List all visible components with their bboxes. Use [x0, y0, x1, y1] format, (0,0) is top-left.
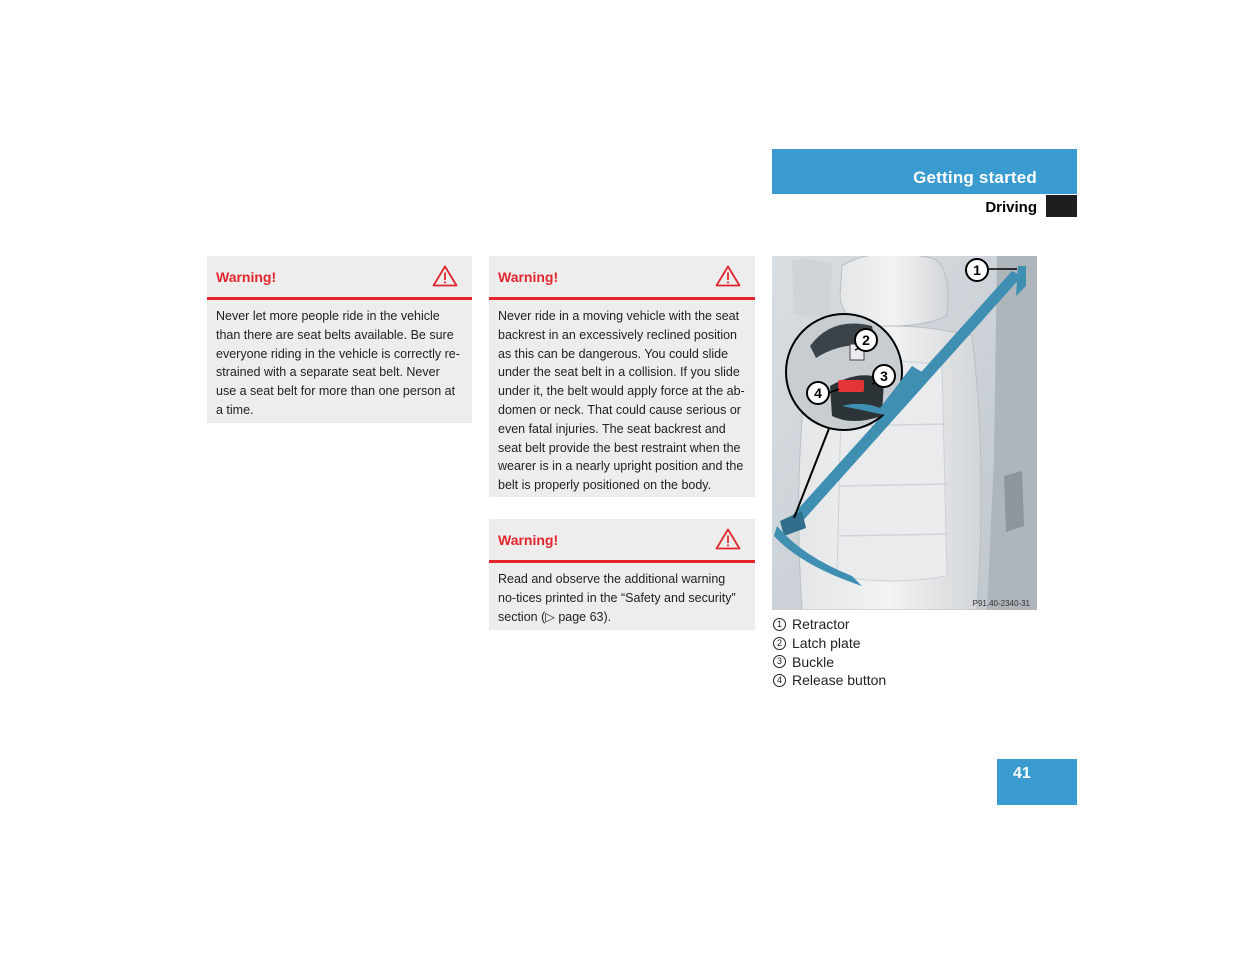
legend-item	[773, 653, 1073, 672]
subsection-marker	[1046, 195, 1077, 217]
callout-label: 4	[814, 385, 822, 401]
warning-text: Read and observe the additional warning no-tices printed in the “Safety and security” section (▷ page 63).	[498, 572, 736, 624]
legend-number: 3	[773, 655, 786, 668]
legend-number: 2	[773, 637, 786, 650]
seat-belt-illustration	[772, 256, 1037, 610]
warning-triangle-icon	[715, 265, 741, 287]
warning-box-1	[207, 256, 472, 423]
page-number: 41	[1013, 765, 1031, 782]
legend-item	[773, 615, 1073, 634]
legend-label: Retractor	[792, 616, 850, 632]
image-code: P91.40-2340-31	[972, 599, 1030, 608]
warning-box-3	[489, 519, 755, 630]
warning-header	[489, 519, 755, 563]
callout-label: 2	[862, 332, 870, 348]
callout-label: 1	[973, 262, 981, 278]
callout-label: 3	[880, 368, 888, 384]
warning-header	[489, 256, 755, 300]
warning-title: Warning!	[216, 269, 277, 285]
callout-2	[855, 329, 877, 351]
legend-label: Release button	[792, 672, 887, 689]
legend-item	[773, 634, 1073, 653]
figure-legend	[773, 615, 1073, 690]
warning-triangle-icon	[715, 528, 741, 550]
legend-label: Latch plate	[792, 634, 861, 651]
warning-title: Warning!	[498, 269, 559, 285]
warning-triangle-icon	[432, 265, 458, 287]
warning-box-2	[489, 256, 755, 497]
warning-header	[207, 256, 472, 300]
warning-text: Never ride in a moving vehicle with the seat backrest in an excessively reclined position as this can be dangerous. You could slide under the seat belt in a collision. If you slide under it, the belt would apply force at the ab-domen or neck. That could cause serious or even fatal injuries. The seat backrest and seat belt provide the best restraint when the wearer is in a nearly upright position and the belt is properly positioned on the body.	[498, 309, 745, 493]
legend-number: 1	[773, 618, 786, 631]
seat-belt-drawing	[772, 256, 1037, 610]
section-title: Getting started	[913, 168, 1037, 187]
section-tab	[772, 149, 1077, 194]
page-number-tab	[997, 759, 1077, 805]
legend-item	[773, 671, 1073, 690]
callout-3	[872, 365, 895, 387]
subsection-title: Driving	[985, 199, 1037, 216]
warning-title: Warning!	[498, 532, 559, 548]
warning-text: Never let more people ride in the vehicle than there are seat belts available. Be sure everyone riding in the vehicle is correctly re-strained with a separate seat belt. Never use a seat belt for more than one person at a time.	[216, 309, 460, 417]
subsection-header	[772, 194, 1077, 217]
legend-number: 4	[773, 674, 786, 687]
legend-label: Buckle	[792, 653, 835, 670]
